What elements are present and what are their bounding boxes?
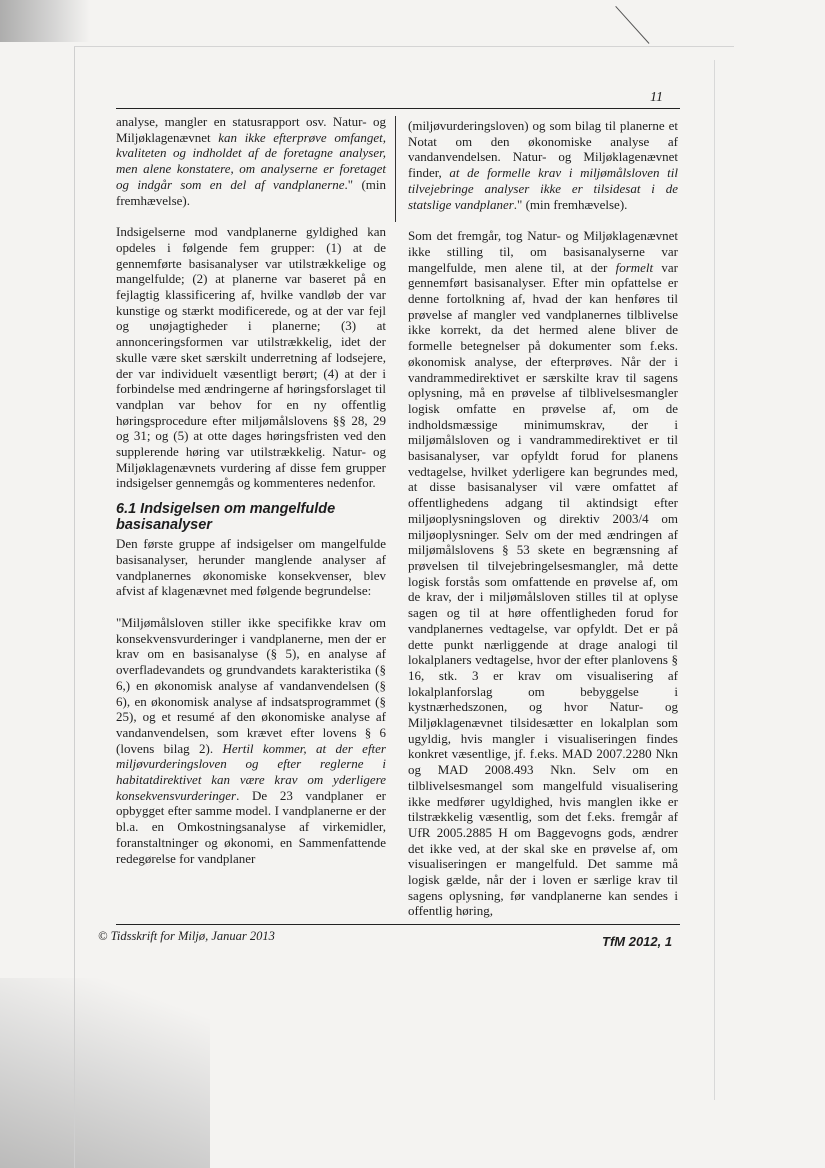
- header-rule: [116, 108, 680, 109]
- emphasized-text: formelt: [615, 259, 654, 275]
- text-span: "Miljømålsloven stiller ikke specifikke krav om konsekvensvurderinger i vandplanerne, men der er krav om en basisanalyse (§ 5), en analyse af overfladevandets og grundvandets karakteristika (§ 6,) en økonomisk analyse af vandanvendelsen (§ 6), en økonomisk analyse af indsatsprogrammet (§ 25), og et resumé af den økonomiske analyse af vandanvendelsen, som krævet efter lovens § 6 (lovens bilag 2).: [116, 614, 386, 756]
- column-divider: [395, 116, 396, 222]
- page-edge: [74, 46, 734, 47]
- journal-issue-footer: TfM 2012, 1: [602, 934, 673, 949]
- footer-rule: [116, 924, 680, 925]
- emphasized-text: at de formelle krav i miljømålsloven til tilvejebringe analyser ikke er tilsidesat i de statslige vandplaner: [408, 165, 678, 212]
- emphasized-text: kan ikke efterprøve omfanget, kvaliteten og indholdet af de foretagne analyser, men alene konstatere, om analyserne er foretaget og indgår som en del af vandplanerne: [116, 129, 386, 192]
- paragraph: Indsigelserne mod vandplanerne gyldighed kan opdeles i følgende fem grupper: (1) at de gennemførte basisanalyser var utilstrækkelige og mangelfulde; (2) at planerne var baseret på en fejlagtig klassificering af, hvilke vandløb der var kunstige og stærkt modificerede, og at der var fejl og unøjagtigheder i planerne; (3) at annonceringsformen var utilstrækkelig, idet der skulle være sket særskilt underretning af lodsejere, der var individuelt væsentligt berørt; (4) at der i forbindelse med ændringerne af høringsforslaget til vandplan var behov for en ny offentlig høringsprocedure efter miljømålslovens §§ 28, 29 og 31; og (5) at otte dages høringsfristen ved den supplerende høring var utilstrækkelig. Natur- og Miljøklagenævnets vurdering af disse fem grupper indsigelser gennemgås og kommenteres nedenfor.: [116, 224, 386, 491]
- text-span: ." (min fremhævelse).: [513, 196, 628, 212]
- page-number: 11: [650, 90, 663, 105]
- scan-smudge: [0, 0, 90, 42]
- quote-continuation: [408, 118, 678, 212]
- page-edge: [74, 46, 75, 1168]
- text-span: Som det fremgår, tog Natur- og Miljøklagenævnet ikke stilling til, om basisanalyserne var mangelfulde, men alene til, at der: [408, 228, 678, 275]
- text-span: (miljøvurderingsloven) og som bilag til planerne et Notat om den økonomiske analyse af vandanvendelsen. Natur- og Miljøklagenævnet finder,: [408, 118, 678, 181]
- right-column: [408, 118, 678, 935]
- text-span: analyse, mangler en statusrapport osv. Natur- og Miljøklagenævnet: [116, 114, 386, 145]
- quote-continuation: [116, 114, 386, 208]
- text-span: ." (min fremhævelse).: [116, 176, 386, 208]
- block-quote: [116, 615, 386, 866]
- left-column: [116, 114, 386, 882]
- page-edge: [714, 60, 715, 1100]
- paragraph: Den første gruppe af indsigelser om mangelfulde basisanalyser, herunder manglende analyser af vandplanernes økonomiske konsekvenser, blev afvist af klagenævnet med følgende begrundelse:: [116, 536, 386, 599]
- text-span: var gennemført basisanalyser. Efter min opfattelse er denne fortolkning af, hvad der kan henføres til prøvelse af mangler ved vandplanernes tilblivelse ikke korrekt, da det hermed alene bliver de formelle betegnelser på dokumenter som f.eks. økonomisk analyse, der efterprøves. Når der i vandrammedirektivet er særskilte krav til sagens oplysning, må en prøvelse af tilblivelsesmangler logisk omfatte en prøvelse af, om de indholdsmæssige minimumskrav, der i miljømålsloven og i vandrammedirektivet er til basisanalyser, var opfyldt forud for planens vedtagelse, hvilket yderligere kan begrundes med, at disse basisanalyser vil være omfattet af offentlighedens adgang til aktindsigt efter miljøoplysningsloven og direktiv 2003/4 om miljøoplysninger. Selv om der med ændringen af miljømålslovens § 53 skete en begrænsning af prøvelsen til tilvejebringelsesmangler, må dette logisk forstås som omfattende en prøvelse af, om de krav, der i miljømålsloven stilles til at oplyse sagen og til at høre offentligheden forud for vandplanernes vedtagelse, var opfyldt. Det er på dette punkt nærliggende at drage analogi til lokalplaners vedtagelse, hvor der efter planlovens § 16, stk. 3 er krav om visualisering af lokalplanforslag om bebyggelse i kystnærhedszonen, og hvor Natur- og Miljøklagenævnet tilsidesætter en lokalplan som ugyldig, hvis mangler i visualiseringen findes konkret væsentlige, jf. f.eks. MAD 2007.2280 Nkn og MAD 2008.493 Nkn. Selv om en tilblivelsesmangel som mangelfuld visualisering ikke medfører ugyldighed, hvis manglen ikke er tilstrækkelig væsentlig, som det f.eks. fremgår af UfR 2005.2885 H om Baggevogns gods, ændrer det ikke ved, at der skal ske en prøvelse af, om visualiseringen er mangelfuld. Det samme må logisk gælde, når der i loven er særlige krav til sagens oplysning, før vandplanerne kan sendes i offentlig høring,: [408, 259, 678, 919]
- paragraph: [408, 228, 678, 919]
- text-span: . De 23 vandplaner er opbygget efter samme model. I vandplanerne er der bl.a. en Omkostningsanalyse af virkemidler, foranstaltninger og økonomi, en Sammenfattende redegørelse for vandplaner: [116, 787, 386, 866]
- scan-smudge: [0, 978, 210, 1168]
- emphasized-text: Hertil kommer, at der efter miljøvurderingsloven og efter reglerne i habitatdirektivet kan være krav om yderligere konsekvensvurderinger: [116, 740, 386, 803]
- copyright-footer: © Tidsskrift for Miljø, Januar 2013: [98, 929, 275, 943]
- section-heading: 6.1 Indsigelsen om mangelfulde basisanalyser: [116, 501, 336, 534]
- fold-mark: [615, 6, 649, 44]
